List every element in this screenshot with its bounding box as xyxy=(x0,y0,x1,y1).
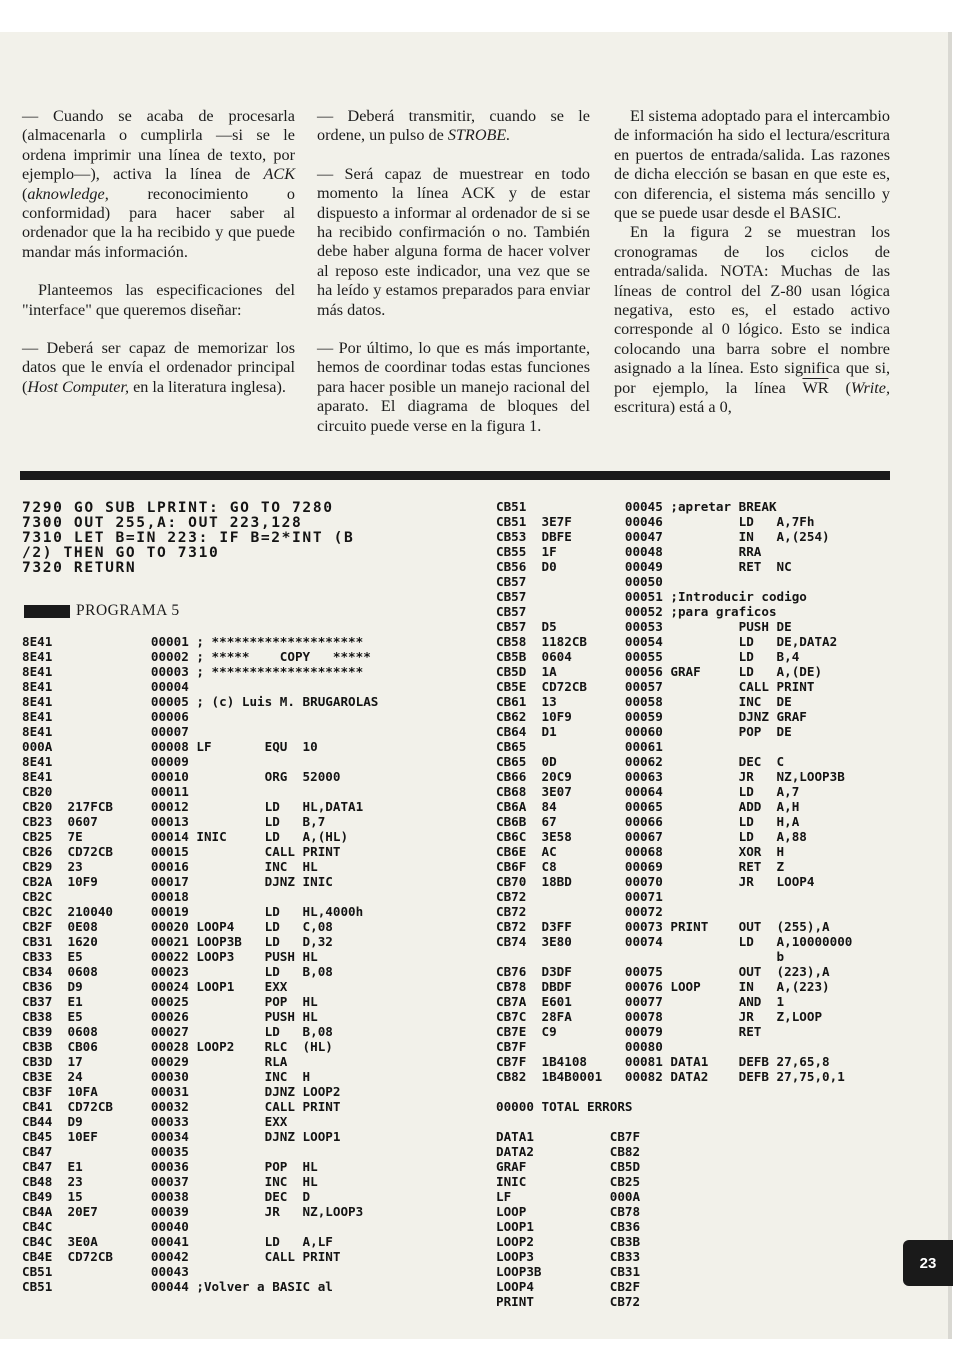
col3-paragraph-2: En la figura 2 se muestran los cronogramas de los ciclos de entrada/salida. NOTA: Muchas de las líneas de control del Z-80 usan lógica negativa, esto es, el estado activo corresponde al 0 lógico. Esto se indica colocando una barra sobre el nombre asignado a la línea. Esto significa que si, por ejemplo, la línea $\overline{WR}$ (Write, escritura) está a 0, xyxy=(614,223,891,417)
basic-listing: 7290 GO SUB LPRINT: GO TO 7280 7300 OUT 255,A: OUT 223,128 7310 LET B=IN 223: IF B=2*INT (B /2) THEN GO TO 7310 7320 RETURN xyxy=(22,499,355,576)
assembly-listing-right: CB51 00045 ;apretar BREAK CB51 3E7F 00046 LD A,7Fh CB53 DBFE 00047 IN A,(254) CB55 1F 00048 RRA CB56 D0 00049 RET NC CB57 00050 CB57 00051 ;Introducir codigo CB57 00052 ;para graficos CB57 D5 00053 PUSH DE CB58 1182CB 00054 LD DE,DATA2 CB5B 0604 00055 LD B,4 CB5D 1A 00056 GRAF LD A,(DE) CB5E CD72CB 00057 CALL PRINT CB61 13 00058 INC DE CB62 10F9 00059 DJNZ GRAF CB64 D1 00060 POP DE CB65 00061 CB65 0D 00062 DEC C CB66 20C9 00063 JR NZ,LOOP3B CB68 3E07 00064 LD A,7 CB6A 84 00065 ADD A,H CB6B 67 00066 LD H,A CB6C 3E58 00067 LD A,88 CB6E AC 00068 XOR H CB6F C8 00069 RET Z CB70 18BD 00070 JR LOOP4 CB72 00071 CB72 00072 CB72 D3FF 00073 PRINT OUT (255),A CB74 3E80 00074 LD A,10000000 b CB76 D3DF 00075 OUT (223),A CB78 DBDF 00076 LOOP IN A,(223) CB7A E601 00077 AND 1 CB7C 28FA 00078 JR Z,LOOP CB7E C9 00079 RET CB7F 00080 CB7F 1B4108 00081 DATA1 DEFB 27,65,8 CB82 1B4B0001 00082 DATA2 DEFB 27,75,0,1 00000 TOTAL ERRORS DATA1 CB7F DATA2 CB82 GRAF CB5D INIC CB25 LF 000A LOOP CB78 LOOP1 CB36 LOOP2 CB3B LOOP3 CB33 LOOP3B CB31 LOOP4 CB2F PRINT CB72 xyxy=(496,499,853,1309)
page-number: 23 xyxy=(919,1254,937,1272)
title-bar-icon xyxy=(24,605,70,618)
assembly-listing-left: 8E41 00001 ; ******************** 8E41 00002 ; ***** COPY ***** 8E41 00003 ; ******************** 8E41 00004 8E41 00005 ; (c) Luis M. BRUGAROLAS 8E41 00006 8E41 00007 000A 00008 LF EQU 10 8E41 00009 8E41 00010 ORG 52000 CB20 00011 CB20 217FCB 00012 LD HL,DATA1 CB23 0607 00013 LD B,7 CB25 7E 00014 INIC LD A,(HL) CB26 CD72CB 00015 CALL PRINT CB29 23 00016 INC HL CB2A 10F9 00017 DJNZ INIC CB2C 00018 CB2C 210040 00019 LD HL,4000h CB2F 0E08 00020 LOOP4 LD C,08 CB31 1620 00021 LOOP3B LD D,32 CB33 E5 00022 LOOP3 PUSH HL CB34 0608 00023 LD B,08 CB36 D9 00024 LOOP1 EXX CB37 E1 00025 POP HL CB38 E5 00026 PUSH HL CB39 0608 00027 LD B,08 CB3B CB06 00028 LOOP2 RLC (HL) CB3D 17 00029 RLA CB3E 24 00030 INC H CB3F 10FA 00031 DJNZ LOOP2 CB41 CD72CB 00032 CALL PRINT CB44 D9 00033 EXX CB45 10EF 00034 DJNZ LOOP1 CB47 00035 CB47 E1 00036 POP HL CB48 23 00037 INC HL CB49 15 00038 DEC D CB4A 20E7 00039 JR NZ,LOOP3 CB4C 00040 CB4C 3E0A 00041 LD A,LF CB4E CD72CB 00042 CALL PRINT CB51 00043 CB51 00044 ;Volver a BASIC al xyxy=(22,634,379,1294)
program-title-text: PROGRAMA 5 xyxy=(76,602,180,619)
text-column-2 xyxy=(317,107,590,436)
col2-paragraph-3: — Por último, lo que es más importante, hemos de coordinar todas estas funciones para hacer posible un manejo racional del aparato. El diagrama de bloques del circuito puede verse en la figura 1. xyxy=(317,339,590,435)
program-title xyxy=(24,602,180,620)
col1-paragraph-1: — Cuando se acaba de procesarla (almacenarla o cumplirla —si se le ordena imprimir una línea de texto, por ejemplo—), activa la línea de ACK (aknowledge, reconocimiento o conformidad) para hacer saber al ordenador que la ha recibido y que puede mandar más información. xyxy=(22,107,295,261)
col2-paragraph-1: — Deberá transmitir, cuando se le ordene, un pulso de STROBE. xyxy=(317,107,590,145)
page-edge xyxy=(948,32,952,1339)
col3-paragraph-1: El sistema adoptado para el intercambio de información ha sido el lectura/escritura en puertos de entrada/salida. Las razones de dicha elección se basan en que este es, con diferencia, el sistema más sencillo y que se puede usar desde el BASIC. xyxy=(614,107,890,223)
text-column-1 xyxy=(22,107,295,397)
text-column-3 xyxy=(614,107,890,418)
col1-paragraph-2: Planteemos las especificaciones del "interface" que queremos diseñar: xyxy=(22,281,295,319)
col2-paragraph-2: — Será capaz de muestrear en todo momento la línea ACK y de estar dispuesto a informar al ordenador de si se ha recibido confirmación o no. También debe haber alguna forma de hacer volver al reposo este indicador, una vez que se ha leído y estamos preparados para enviar más datos. xyxy=(317,164,590,319)
page-number-badge xyxy=(903,1240,953,1286)
section-divider xyxy=(20,471,890,480)
col1-paragraph-3: — Deberá ser capaz de memorizar los datos que le envía el ordenador principal (Host Computer, en la literatura inglesa). xyxy=(22,339,295,396)
